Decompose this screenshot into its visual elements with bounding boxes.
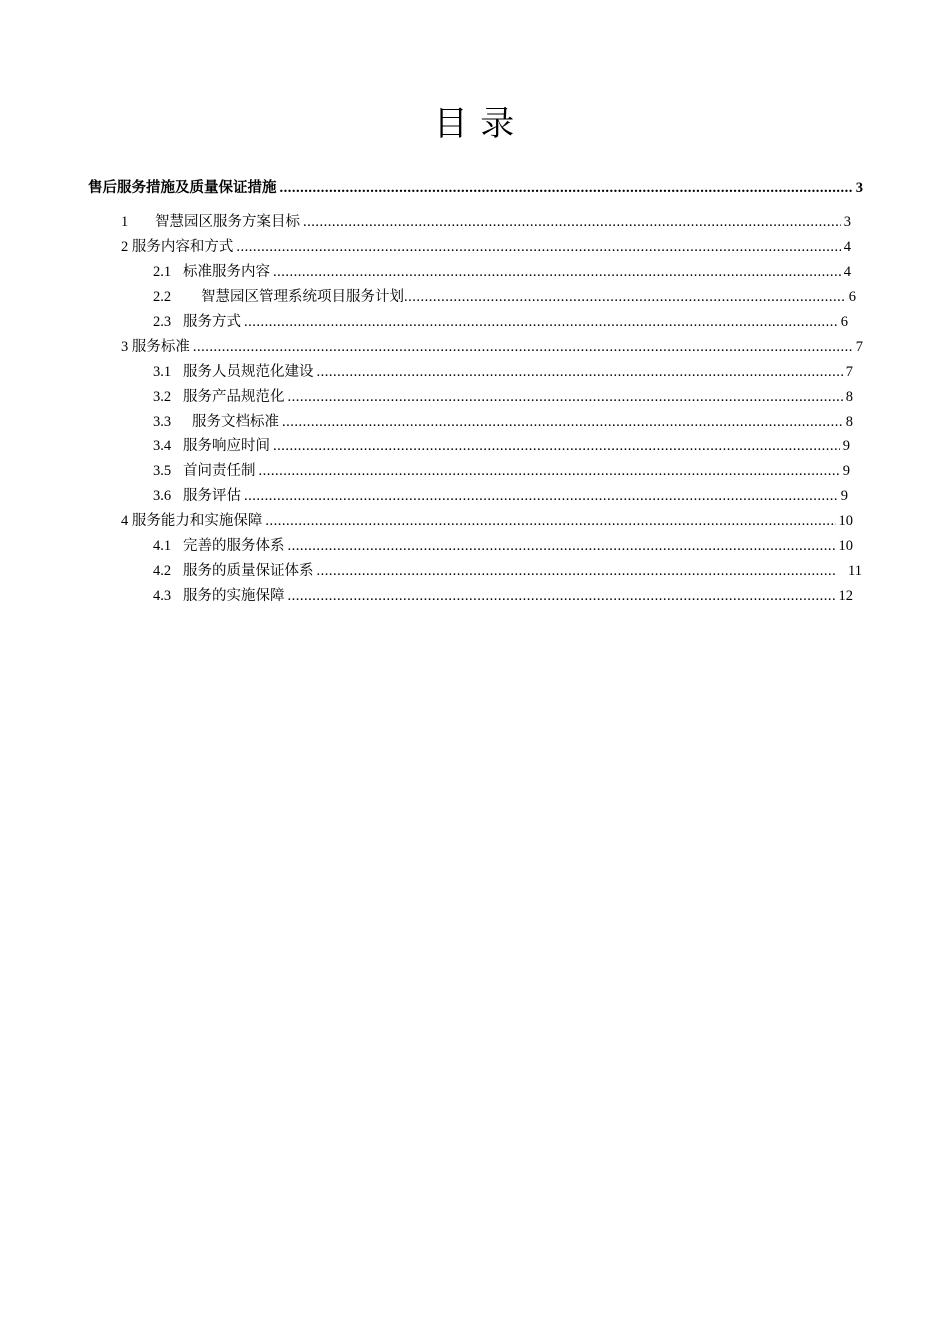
- toc-leader: [273, 434, 840, 458]
- toc-leader: [280, 176, 853, 200]
- toc-leader: [317, 360, 843, 384]
- toc-entry[interactable]: [121, 509, 853, 533]
- toc-entry-title: 服务文档标准: [192, 414, 279, 430]
- toc-leader: [265, 509, 835, 533]
- toc-leader: [288, 584, 836, 608]
- toc-leader: [244, 310, 838, 334]
- toc-entry-page: 9: [840, 488, 848, 504]
- toc-entry-page: 9: [842, 438, 850, 454]
- toc-entry-title: 智慧园区管理系统项目服务计划: [201, 289, 404, 305]
- toc-entry-title: 完善的服务体系: [183, 538, 285, 554]
- toc-entry-title: 首问责任制: [183, 463, 256, 479]
- toc-entry[interactable]: [153, 410, 853, 434]
- toc-entry-page: 8: [845, 389, 853, 405]
- toc-entry-title: 服务方式: [183, 314, 241, 330]
- toc-entry-title: 服务响应时间: [183, 438, 270, 454]
- toc-leader: [193, 335, 853, 359]
- toc-entry-number: 2.2: [153, 289, 172, 305]
- toc-entry-number: 3.6: [153, 488, 172, 504]
- toc-entry-page: 3: [855, 180, 863, 196]
- toc-leader: [282, 410, 843, 434]
- toc-entry[interactable]: [88, 176, 863, 200]
- toc-entry-number: 3.1: [153, 364, 172, 380]
- toc-entry-page: 6: [840, 314, 848, 330]
- toc-entry-page: 7: [855, 339, 863, 355]
- toc-entry[interactable]: [153, 534, 853, 558]
- toc-entry[interactable]: [153, 260, 851, 284]
- toc-entry[interactable]: [153, 285, 856, 309]
- toc-entry-number: 4.2: [153, 563, 172, 579]
- toc-entry-number: 2.1: [153, 264, 172, 280]
- toc-entry[interactable]: [121, 335, 863, 359]
- toc-entry-title: 服务的实施保障: [183, 588, 285, 604]
- toc-entry-number: 4.3: [153, 588, 172, 604]
- toc-leader: [288, 385, 843, 409]
- toc-leader: [273, 260, 841, 284]
- toc-entry-title: 3 服务标准: [121, 339, 190, 355]
- toc-entry-number: 3.3: [153, 414, 172, 430]
- toc-entry-page: 9: [842, 463, 850, 479]
- toc-entry-page: 6: [848, 289, 856, 305]
- toc-entry-number: 1: [121, 214, 129, 230]
- toc-entry-page: 12: [838, 588, 853, 604]
- toc-entry-title: 售后服务措施及质量保证措施: [88, 180, 277, 196]
- toc-entry-number: 3.4: [153, 438, 172, 454]
- toc-entry[interactable]: [121, 210, 851, 234]
- toc-leader: [317, 559, 837, 583]
- toc-leader: [236, 235, 840, 259]
- toc-entry-number: 2.3: [153, 314, 172, 330]
- toc-entry-title: 服务的质量保证体系: [183, 563, 314, 579]
- toc-entry-page: 8: [845, 414, 853, 430]
- toc-leader: [288, 534, 836, 558]
- page-title: 目 录: [433, 106, 517, 143]
- toc-entry-title: 服务人员规范化建设: [183, 364, 314, 380]
- toc-entry-page: 4: [843, 264, 851, 280]
- toc-entry[interactable]: [153, 434, 850, 458]
- toc-leader: [303, 210, 841, 234]
- toc-entry[interactable]: [153, 459, 850, 483]
- toc-entry-page: 4: [843, 239, 851, 255]
- toc-entry-page: 7: [845, 364, 853, 380]
- toc-entry-title: 2 服务内容和方式: [121, 239, 234, 255]
- toc-entry-page: 3: [843, 214, 851, 230]
- toc-leader: [259, 459, 840, 483]
- toc-entry-page: 11: [848, 563, 862, 579]
- toc-entry-number: 3.2: [153, 389, 172, 405]
- toc-leader: [404, 285, 846, 309]
- toc-entry-title: 4 服务能力和实施保障: [121, 513, 263, 529]
- toc-entry-title: 服务评估: [183, 488, 241, 504]
- toc-leader: [244, 484, 838, 508]
- toc-entry[interactable]: [153, 360, 853, 384]
- toc-entry-page: 10: [838, 513, 853, 529]
- toc-entry[interactable]: [153, 559, 862, 583]
- toc-entry-title: 标准服务内容: [183, 264, 270, 280]
- toc-entry[interactable]: [121, 235, 851, 259]
- toc-entry-title: 服务产品规范化: [183, 389, 285, 405]
- toc-entry-number: 3.5: [153, 463, 172, 479]
- toc-entry-title: 智慧园区服务方案目标: [155, 214, 300, 230]
- toc-entry-page: 10: [838, 538, 853, 554]
- toc-entry[interactable]: [153, 584, 853, 608]
- toc-entry[interactable]: [153, 385, 853, 409]
- toc-entry[interactable]: [153, 310, 848, 334]
- toc-entry[interactable]: [153, 484, 848, 508]
- toc-entry-number: 4.1: [153, 538, 172, 554]
